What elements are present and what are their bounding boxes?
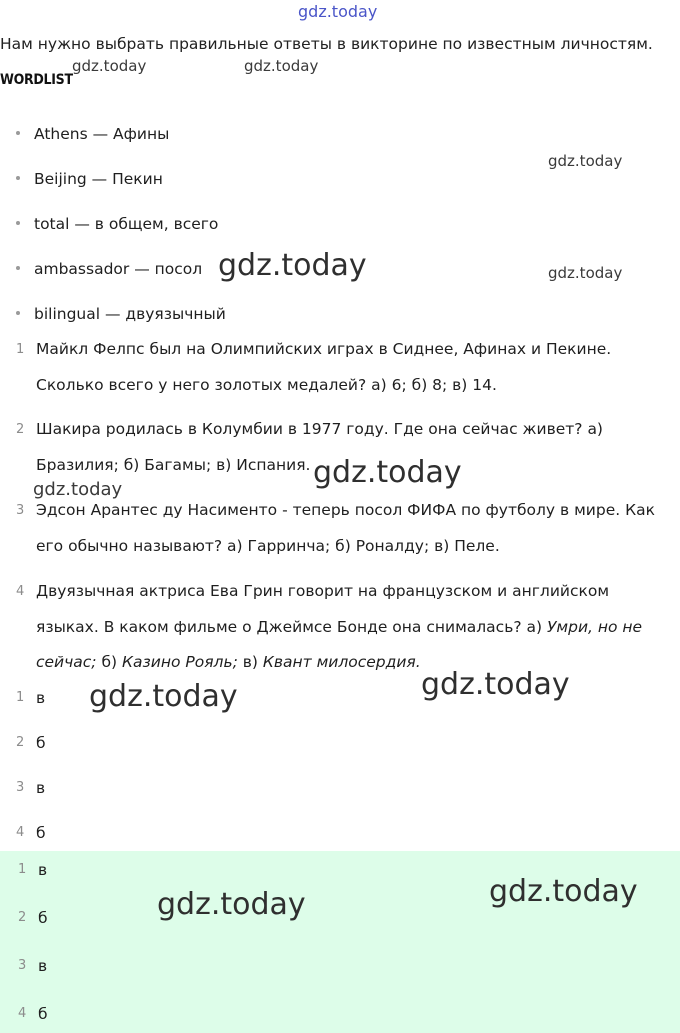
watermark-top: gdz.today (298, 2, 378, 21)
question-text (36, 493, 672, 564)
wordlist-item (16, 215, 218, 233)
watermark: gdz.today (313, 455, 462, 490)
watermark: gdz.today (421, 667, 570, 702)
bullet-icon (16, 221, 20, 225)
answer-box-value: б (38, 909, 48, 927)
question-line: Майкл Фелпс был на Олимпийских играх в Сиднее, Афинах и Пекине. (36, 340, 612, 358)
answer-box-value: б (38, 1005, 48, 1023)
wordlist-item (16, 170, 163, 188)
question-number: 2 (16, 422, 25, 437)
bullet-icon (16, 311, 20, 315)
answer-value: б (36, 734, 46, 752)
watermark: gdz.today (33, 479, 123, 500)
question-number: 4 (16, 584, 25, 599)
question-line: Шакира родилась в Колумбии в 1977 году. Где она сейчас живет? а) (36, 420, 603, 438)
question-text (36, 574, 672, 681)
question-line: Бразилия; б) Багамы; в) Испания. (36, 455, 311, 474)
answer-box-number: 4 (18, 1006, 27, 1021)
answer-box-value: в (38, 957, 48, 975)
intro-text: Нам нужно выбрать правильные ответы в викторине по известным личностям. (0, 35, 653, 53)
question-line: Эдсон Арантес ду Насименто - теперь посол ФИФА по футболу в мире. Как (36, 501, 655, 519)
question-line: языках. В каком фильме о Джеймсе Бонде она снималась? а) Умри, но не (36, 617, 643, 636)
answer-value: б (36, 824, 46, 842)
answer-number: 3 (16, 780, 25, 795)
wordlist-item (16, 125, 169, 143)
answer-number: 1 (16, 690, 25, 705)
wordlist-text: ambassador — посол (34, 260, 203, 278)
question-text (36, 332, 672, 403)
question-line: Сколько всего у него золотых медалей? а) 6; б) 8; в) 14. (36, 375, 497, 394)
answer-number: 2 (16, 735, 25, 750)
bullet-icon (16, 131, 20, 135)
watermark: gdz.today (548, 152, 623, 170)
answer-box-number: 3 (18, 958, 27, 973)
answer-value: в (36, 779, 46, 797)
watermark: gdz.today (244, 57, 319, 75)
bullet-icon (16, 266, 20, 270)
wordlist-text: bilingual — двуязычный (34, 305, 226, 323)
question-number: 3 (16, 503, 25, 518)
wordlist-item (16, 305, 226, 323)
question-number: 1 (16, 342, 25, 357)
question-line: Двуязычная актриса Ева Грин говорит на французском и английском (36, 582, 610, 600)
wordlist-text: Athens — Афины (34, 125, 170, 143)
wordlist-text: total — в общем, всего (34, 215, 219, 233)
answer-box-number: 2 (18, 910, 27, 925)
watermark: gdz.today (72, 57, 147, 75)
watermark: gdz.today (489, 874, 638, 909)
question-line: его обычно называют? а) Гарринча; б) Роналду; в) Пеле. (36, 536, 500, 555)
wordlist-heading: WORDLIST (0, 72, 73, 88)
question-line: сейчас; б) Казино Рояль; в) Квант милосердия. (36, 653, 421, 671)
watermark: gdz.today (157, 887, 306, 922)
watermark: gdz.today (89, 679, 238, 714)
answer-box-value: в (38, 861, 48, 879)
answer-value: в (36, 689, 46, 707)
wordlist-item (16, 260, 202, 278)
watermark: gdz.today (218, 248, 367, 283)
bullet-icon (16, 176, 20, 180)
wordlist-text: Beijing — Пекин (34, 170, 163, 188)
answer-number: 4 (16, 825, 25, 840)
answer-box-number: 1 (18, 862, 27, 877)
watermark: gdz.today (548, 264, 623, 282)
